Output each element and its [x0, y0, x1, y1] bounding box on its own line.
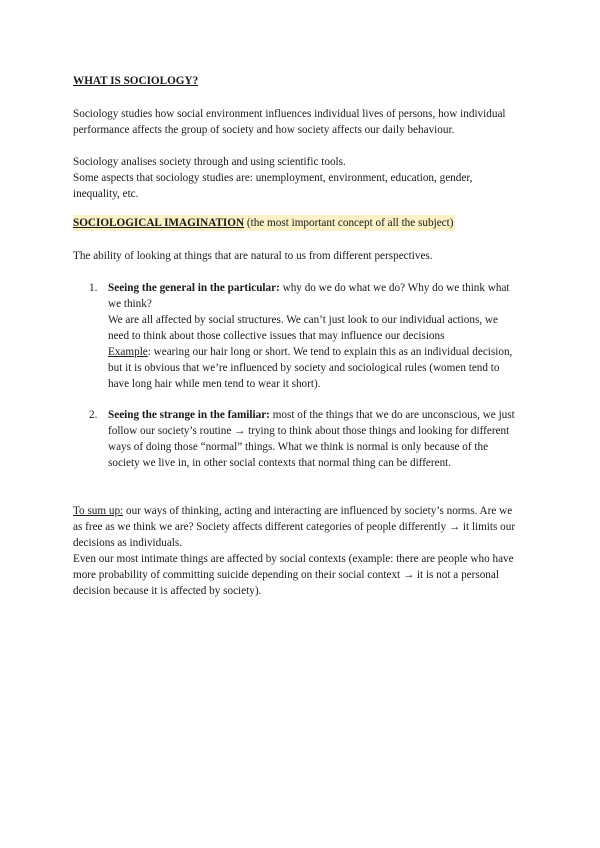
summary-block [73, 503, 518, 599]
list-number-1: 1. [89, 282, 98, 294]
section-heading-line [73, 215, 455, 231]
list-item-1 [108, 280, 518, 392]
list-item-2-text: most of the things that we do are unconscious, we just follow our society’s routine → trying to think about those things and looking for different ways of doing those “normal” things. What we think is normal is only because of the society we live in, in other social contexts that normal thing can be different. [108, 409, 515, 469]
intro-paragraph-1: Sociology studies how social environment influences individual lives of persons, how individual performance affects the group of society and how society affects our daily behaviour. [73, 108, 506, 136]
list-item-1-title: Seeing the general in the particular: [108, 282, 280, 294]
section-subheading: (the most important concept of all the subject) [246, 217, 454, 229]
page-title: WHAT IS SOCIOLOGY? [73, 75, 199, 87]
list-item-1-text: why do we do what we do? Why do we think what we think? [108, 282, 510, 310]
list-item-1-text2: We are all affected by social structures. We can’t just look to our individual actions, we need to think about those collective issues that may influence our decisions [108, 314, 498, 342]
summary-text: our ways of thinking, acting and interacting are influenced by society’s norms. Are we as free as we think we are? Society affects different categories of people differently → it limits our decisions as individuals. [73, 505, 516, 549]
summary-paragraph-2: Even our most intimate things are affected by social contexts (example: there are people who have more probability of committing suicide depending on their social context → it is not a personal decision because it is affected by society). [73, 553, 514, 597]
example-text: : wearing our hair long or short. We tend to explain this as an individual decision, but it is obvious that we’re influenced by society and sociological rules (women tend to have long hair while men tend to wear it short). [108, 346, 513, 390]
list-item-2-title: Seeing the strange in the familiar: [108, 409, 270, 421]
section-heading: SOCIOLOGICAL IMAGINATION [73, 217, 245, 229]
summary-label: To sum up: [73, 505, 124, 517]
intro-paragraph-2: Sociology analises society through and using scientific tools. [73, 156, 346, 168]
section-lead: The ability of looking at things that are natural to us from different perspectives. [73, 250, 433, 262]
list-item-2 [108, 407, 518, 471]
intro-paragraph-3: Some aspects that sociology studies are: unemployment, environment, education, gender, inequality, etc. [73, 172, 473, 200]
list-number-2: 2. [89, 409, 98, 421]
example-label: Example [108, 346, 148, 358]
